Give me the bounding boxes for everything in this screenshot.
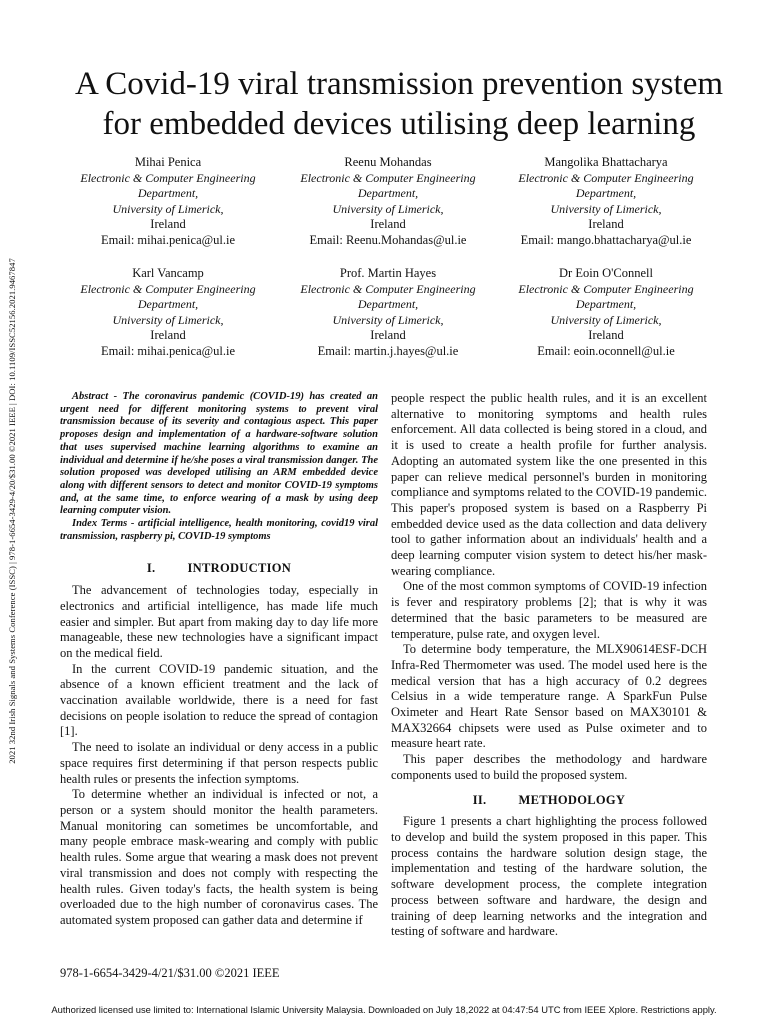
author-name: Dr Eoin O'Connell — [559, 266, 653, 280]
paper-title — [30, 64, 768, 144]
author-dept-suffix: Department, — [137, 297, 199, 312]
section-heading-introduction — [60, 561, 378, 577]
author-block-4 — [53, 266, 283, 360]
abstract: Abstract - The coronavirus pandemic (COVID-19) has created an urgent need for different monitoring systems to prevent viral transmission because of its severity and contagious aspect. This paper proposes design and implementation of a hardware-software solution that uses supervised machine learning algorithms to examine an individual and determine if he/she poses a viral transmission danger. The solution proposed was developed utilising an ARM embedded device along with different sensors to detect and monitor COVID-19 symptoms and, at the same time, to enforce wearing of a mask by using deep learning computer vision. — [60, 391, 378, 517]
author-country: Ireland — [370, 328, 406, 343]
author-name: Reenu Mohandas — [344, 155, 432, 169]
author-name: Prof. Martin Hayes — [339, 266, 437, 280]
author-university: University of Limerick, — [112, 201, 224, 216]
author-block-6 — [491, 266, 721, 360]
author-block-1 — [53, 155, 283, 249]
author-dept: Electronic & Computer Engineering — [300, 281, 476, 296]
author-email: Email: mango.bhattacharya@ul.ie — [520, 232, 692, 247]
author-name: Mangolika Bhattacharya — [544, 155, 668, 169]
right-column — [391, 391, 707, 940]
author-email: Email: mihai.penica@ul.ie — [100, 232, 236, 247]
author-email: Email: Reenu.Mohandas@ul.ie — [309, 232, 467, 247]
paragraph: In the current COVID-19 pandemic situation, and the absence of a known efficient treatment and the lack of vaccination available worldwide, there is a need for fast decisions on people isolation to reduce the spread of contagion [1]. — [60, 661, 378, 739]
doi-sidebar — [4, 208, 20, 813]
author-university: University of Limerick, — [550, 201, 662, 216]
author-dept-suffix: Department, — [137, 186, 199, 201]
license-notice: Authorized licensed use limited to: International Islamic University Malaysia. Downloaded on July 18,2022 at 04:47:54 UTC from IEEE Xplore. Restrictions apply. — [51, 1004, 717, 1015]
author-dept-suffix: Department, — [575, 186, 637, 201]
author-country: Ireland — [150, 217, 186, 232]
section-title: INTRODUCTION — [187, 561, 292, 576]
author-email: Email: mihai.penica@ul.ie — [100, 343, 236, 358]
paragraph: people respect the public health rules, and it is an excellent alternative to monitoring symptoms and health rules enforcement. All data collected is being stored in a cloud, and it is used to create a health profile for further analysis. Adopting an automated system like the one presented in this paper can relieve medical personnel's burden in monitoring compliance and symptoms related to the COVID-19 pandemic. This paper's proposed system is based on a Raspberry Pi embedded device used as the data collection and data delivery tool to gather information about an individuals' health and a deep learning computer vision system to detect his/her mask-wearing compliance. — [391, 391, 707, 578]
section-heading-methodology — [391, 793, 707, 809]
author-dept-suffix: Department, — [575, 297, 637, 312]
author-name: Mihai Penica — [134, 155, 202, 169]
author-dept: Electronic & Computer Engineering — [518, 281, 694, 296]
author-dept: Electronic & Computer Engineering — [80, 170, 256, 185]
author-block-2 — [273, 155, 503, 249]
paragraph: The advancement of technologies today, especially in electronics and artificial intelligence, has made life much easier and simpler. But apart from making day to day life more manageable, these new technologies have a significant impact on the medical field. — [60, 583, 378, 660]
author-name: Karl Vancamp — [132, 266, 204, 280]
paragraph: Figure 1 presents a chart highlighting the process followed to develop and build the system proposed in this paper. This process contains the hardware solution design stage, the implementation and testing of the hardware solution, the software development process, the complete integration process between software and hardware, the design and training of deep learning networks and the integration and testing of software and hardware. — [391, 814, 707, 939]
author-dept: Electronic & Computer Engineering — [518, 170, 694, 185]
author-university: University of Limerick, — [332, 312, 444, 327]
author-email: Email: martin.j.hayes@ul.ie — [317, 343, 459, 358]
left-column — [60, 391, 378, 929]
author-block-3 — [491, 155, 721, 249]
doi-sidebar-text: 2021 32nd Irish Signals and Systems Conference (ISSC) | 978-1-6654-3429-4/20/$31.00 ©2021 IEEE | DOI: 10.1109/ISSC52156.2021.9467847 — [7, 257, 17, 764]
index-terms: Index Terms - artificial intelligence, health monitoring, covid19 viral transmission, raspberry pi, COVID-19 symptoms — [60, 518, 378, 542]
paragraph: This paper describes the methodology and hardware components used to build the proposed system. — [391, 752, 707, 782]
author-dept-suffix: Department, — [357, 297, 419, 312]
author-email: Email: eoin.oconnell@ul.ie — [537, 343, 675, 358]
author-dept-suffix: Department, — [357, 186, 419, 201]
author-country: Ireland — [150, 328, 186, 343]
author-dept: Electronic & Computer Engineering — [300, 170, 476, 185]
author-dept: Electronic & Computer Engineering — [80, 281, 256, 296]
section-title: METHODOLOGY — [518, 792, 626, 807]
title-line-1: A Covid-19 viral transmission prevention system — [74, 66, 724, 102]
footer-isbn: 978-1-6654-3429-4/21/$31.00 ©2021 IEEE — [60, 966, 280, 980]
author-country: Ireland — [370, 217, 406, 232]
author-country: Ireland — [588, 328, 624, 343]
section-number: I. — [146, 561, 156, 576]
author-university: University of Limerick, — [332, 201, 444, 216]
author-university: University of Limerick, — [550, 312, 662, 327]
author-country: Ireland — [588, 217, 624, 232]
paragraph: One of the most common symptoms of COVID-19 infection is fever and respiratory problems [2]; that is why it was determined that the basic parameters to be measured are temperature, pulse rate, and oxygen level. — [391, 579, 707, 641]
section-number: II. — [472, 792, 487, 807]
paragraph: To determine whether an individual is infected or not, a person or a system should monitor the health parameters. Manual monitoring can sometimes be uncomfortable, and many people embrace mask-wearing and comply with public health rules. Some argue that wearing a mask does not prevent viral transmission and does not comply with respecting the health rules. Given today's facts, the health system is being overloaded due to the high number of coronavirus cases. The automated system proposed can gather data and determine if — [60, 787, 378, 927]
paragraph: To determine body temperature, the MLX90614ESF-DCH Infra-Red Thermometer was used. The model used here is the medical version that has a high accuracy of 0.2 degrees Celsius in a wide temperature range. A SparkFun Pulse Oximeter and Heart Rate Sensor based on MAX30101 & MAX32664 chipsets were used as Pulse oximeter and to measure heart rate. — [391, 642, 707, 751]
paragraph: The need to isolate an individual or deny access in a public space requires first determining if that person respects public health rules or presents the infection symptoms. — [60, 740, 378, 786]
author-university: University of Limerick, — [112, 312, 224, 327]
author-block-5 — [273, 266, 503, 360]
title-line-2: for embedded devices utilising deep learning — [102, 106, 696, 142]
